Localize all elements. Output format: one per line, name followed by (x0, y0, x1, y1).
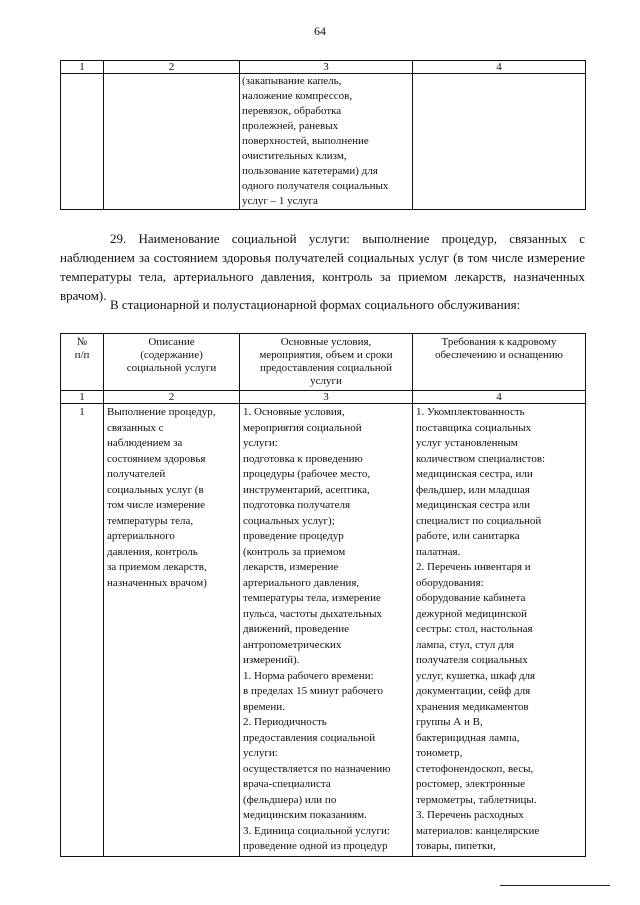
header-description: Описание (содержание) социальной услуги (104, 334, 240, 391)
table-row (61, 404, 586, 857)
service-table (60, 333, 586, 857)
column-number: 1 (61, 61, 104, 74)
column-number: 4 (413, 61, 586, 74)
column-number: 1 (61, 391, 104, 404)
row-conditions: 1. Основные условия, мероприятия социальной услуги: подготовка к проведению процедуры (рабочее место, инструментарий, асептика, подготовка получателя социальных услуг); проведение процедур (контроль за приемом лекарств, измерение артериального давления, температуры тела, измерение пульса, частоты дыхательных движений, проведение антропометрических измерений). 1. Норма рабочего времени: в пределах 15 минут рабочего времени. 2. Периодичность предоставления социальной услуги: осуществляется по назначению врача-специалиста (фельдшера) или по медицинским показаниям. 3. Единица социальной услуги: проведение одной из процедур (240, 404, 413, 857)
header-conditions: Основные условия, мероприятия, объем и сроки предоставления социальной услуги (240, 334, 413, 391)
column-number: 3 (240, 61, 413, 74)
column-number: 2 (104, 391, 240, 404)
row-description: Выполнение процедур, связанных с наблюдением за состоянием здоровья получателей социальных услуг (в том числе измерение температуры тела, артериального давления, контроль за приемом лекарств, назначенных врачом) (104, 404, 240, 857)
header-number: № п/п (61, 334, 104, 391)
column-number: 4 (413, 391, 586, 404)
column-number: 2 (104, 61, 240, 74)
row-index: 1 (61, 404, 104, 857)
footer-rule (500, 885, 610, 886)
table-cell (61, 74, 104, 210)
service-form-note: В стационарной и полустационарной формах социального обслуживания: (110, 297, 521, 312)
column-number-row (61, 391, 586, 404)
continuation-table (60, 60, 586, 210)
page-number: 64 (314, 24, 326, 38)
table-cell (104, 74, 240, 210)
table-row (61, 74, 586, 210)
header-requirements: Требования к кадровому обеспечению и оснащению (413, 334, 586, 391)
table-cell: (закапывание капель, наложение компрессов, перевязок, обработка пролежней, раневых поверхностей, выполнение очистительных клизм, пользование катетерами) для одного получателя социальных услуг – 1 услуга (240, 74, 413, 210)
column-number: 3 (240, 391, 413, 404)
column-number-row (61, 61, 586, 74)
table-header-row (61, 334, 586, 391)
service-29-title: 29. Наименование социальной услуги: выполнение процедур, связанных с наблюдением за состоянием здоровья получателей социальных услуг (в том числе измерение температуры тела, артериального давления, контроль за приемом лекарств, назначенных врачом). (60, 231, 585, 303)
table-cell (413, 74, 586, 210)
row-requirements: 1. Укомплектованность поставщика социальных услуг установленным количеством специалистов: медицинская сестра, или фельдшер, или младшая медицинская сестра или специалист по социальной работе, или санитарка палатная. 2. Перечень инвентаря и оборудования: оборудование кабинета дежурной медицинской сестры: стол, настольная лампа, стул, стул для получателя социальных услуг, кушетка, шкаф для документации, сейф для хранения медикаментов группы А и В, бактерицидная лампа, тонометр, стетофонендоскоп, весы, ростомер, электронные термометры, таблетницы. 3. Перечень расходных материалов: канцелярские товары, пипетки, (413, 404, 586, 857)
